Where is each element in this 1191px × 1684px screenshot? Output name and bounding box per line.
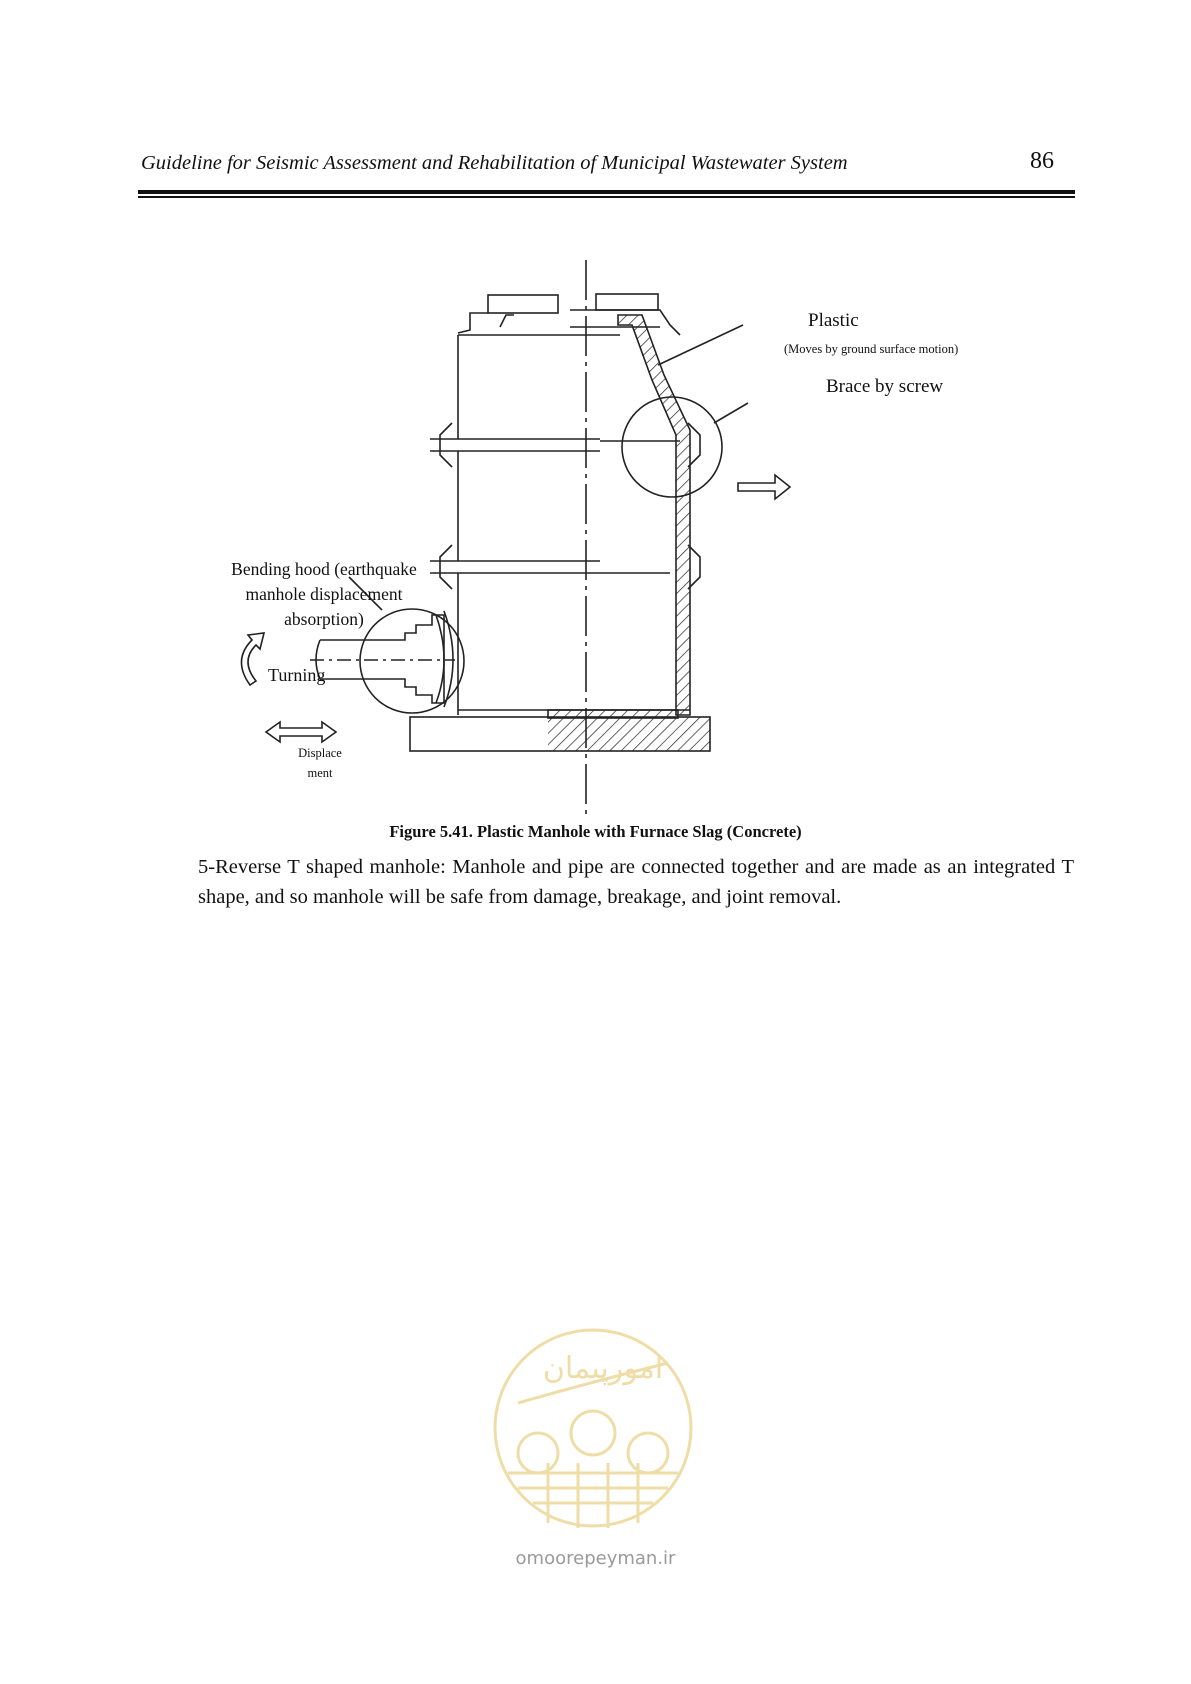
header-rule-thin [138, 196, 1075, 198]
header-rule-thick [138, 190, 1075, 194]
label-displacement: Displace ment [298, 746, 342, 780]
manhole-diagram [200, 255, 1000, 825]
watermark-seal-icon [488, 1323, 698, 1533]
label-plastic: Plastic [808, 310, 859, 331]
running-header-title: Guideline for Seismic Assessment and Rehabilitation of Municipal Wastewater System [141, 152, 848, 174]
label-turning: Turning [268, 665, 326, 685]
watermark-logo-text: امورپیمان [542, 1351, 664, 1386]
watermark-site: omoorepeyman.ir [515, 1548, 676, 1569]
label-moves-by-ground: (Moves by ground surface motion) [784, 342, 959, 356]
manhole-figure [200, 255, 1000, 825]
label-bending-hood: Bending hood (earthquake manhole displacement absorption) [231, 559, 417, 629]
page-number: 86 [1030, 148, 1054, 174]
label-brace-by-screw: Brace by screw [826, 376, 944, 397]
figure-caption: Figure 5.41. Plastic Manhole with Furnace Slag (Concrete) [389, 822, 802, 841]
watermark-logo [488, 1323, 698, 1573]
body-paragraph: 5-Reverse T shaped manhole: Manhole and pipe are connected together and are made as an integrated T shape, and so manhole will be safe from damage, breakage, and joint removal. [198, 856, 1074, 908]
